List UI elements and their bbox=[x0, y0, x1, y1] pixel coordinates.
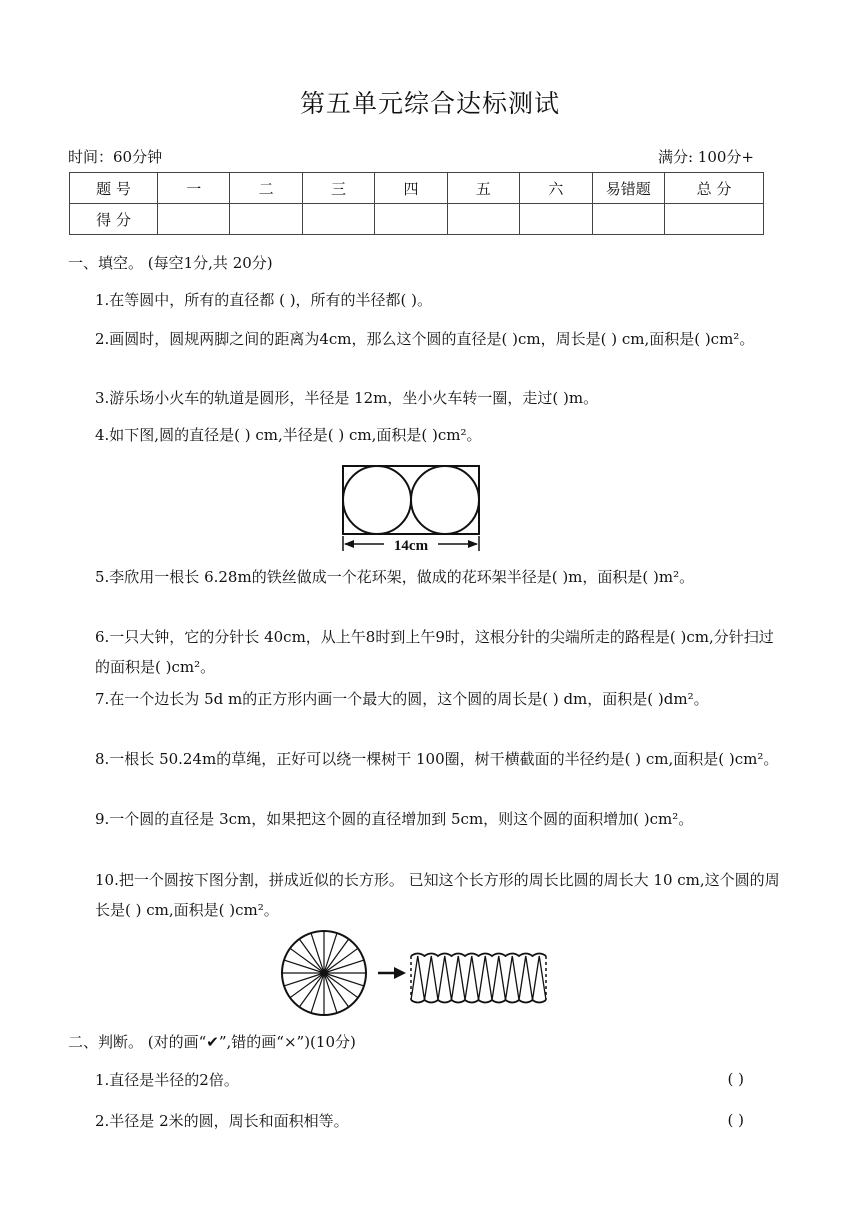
sector-line bbox=[284, 960, 324, 973]
header-cell: 一 bbox=[158, 173, 230, 204]
arrow-left-icon bbox=[344, 540, 354, 548]
judge-item-2: 2.半径是 2米的圆，周长和面积相等。 bbox=[95, 1112, 349, 1130]
header-cell: 五 bbox=[447, 173, 519, 204]
sector-line bbox=[284, 973, 324, 986]
score-table-score-row bbox=[70, 204, 764, 235]
page-title: 第五单元综合达标测试 bbox=[299, 89, 560, 118]
sector-line bbox=[324, 973, 364, 986]
sector-line bbox=[290, 973, 324, 998]
question-4: 4.如下图,圆的直径是( ) cm,半径是( ) cm,面积是( )cm²。 bbox=[95, 426, 482, 444]
right-circle bbox=[411, 466, 479, 534]
sector-line bbox=[324, 973, 358, 998]
judge-item-1: 1.直径是半径的2倍。 bbox=[95, 1071, 239, 1089]
question-2: 2.画圆时，圆规两脚之间的距离为4cm，那么这个圆的直径是( )cm，周长是( ) cm,面积是( )cm²。 bbox=[95, 330, 755, 348]
time-limit: 时间：60分钟 bbox=[68, 148, 163, 166]
section-2-heading: 二、判断。 (对的画“✔”,错的画“×”)(10分) bbox=[68, 1033, 356, 1051]
question-1: 1.在等圆中，所有的直径都 ( )，所有的半径都( )。 bbox=[95, 291, 433, 309]
score-cell[interactable] bbox=[520, 204, 592, 235]
sector-line bbox=[324, 973, 337, 1013]
question-3: 3.游乐场小火车的轨道是圆形，半径是 12m，坐小火车转一圈，走过( )m。 bbox=[95, 389, 599, 407]
score-cell[interactable] bbox=[592, 204, 664, 235]
score-table-header-row bbox=[70, 173, 764, 204]
sector-line bbox=[311, 933, 324, 973]
rectangle-top-arcs bbox=[411, 954, 546, 957]
sector-line bbox=[324, 948, 358, 973]
sector-zigzag bbox=[411, 956, 546, 1000]
score-cell[interactable] bbox=[158, 204, 230, 235]
question-6: 6.一只大钟，它的分针长 40cm，从上午8时到上午9时，这根分针的尖端所走的路程是( )cm,分针扫过的面积是( )cm²。 bbox=[95, 628, 774, 676]
header-cell: 易错题 bbox=[592, 173, 664, 204]
score-table bbox=[69, 172, 764, 235]
score-cell[interactable] bbox=[665, 204, 764, 235]
arrow-right-icon bbox=[468, 540, 478, 548]
sector-line bbox=[299, 973, 324, 1007]
sector-line bbox=[324, 973, 349, 1007]
sector-line bbox=[324, 939, 349, 973]
sector-line bbox=[324, 933, 337, 973]
sector-line bbox=[290, 948, 324, 973]
score-cell[interactable] bbox=[302, 204, 374, 235]
circle-to-rectangle-figure bbox=[278, 928, 556, 1018]
sector-line bbox=[311, 973, 324, 1013]
header-cell: 总 分 bbox=[665, 173, 764, 204]
header-cell: 题 号 bbox=[70, 173, 158, 204]
sectored-circle bbox=[282, 931, 366, 1015]
sector-line bbox=[324, 960, 364, 973]
header-cell: 二 bbox=[230, 173, 302, 204]
score-cell[interactable] bbox=[230, 204, 302, 235]
header-cell: 三 bbox=[302, 173, 374, 204]
header-cell: 四 bbox=[375, 173, 447, 204]
judge-answer-box-1[interactable]: ( ) bbox=[727, 1070, 744, 1088]
two-circles-figure bbox=[340, 463, 482, 555]
score-cell[interactable] bbox=[447, 204, 519, 235]
question-7: 7.在一个边长为 5d m的正方形内画一个最大的圆，这个圆的周长是( ) dm，面积是( )dm²。 bbox=[95, 690, 709, 708]
approx-rectangle bbox=[411, 954, 546, 1003]
section-1-heading: 一、填空。 (每空1分,共 20分) bbox=[68, 254, 273, 272]
full-score: 满分: 100分+ bbox=[657, 148, 754, 166]
circle-center bbox=[321, 970, 327, 976]
left-circle bbox=[343, 466, 411, 534]
score-cell[interactable] bbox=[375, 204, 447, 235]
question-8: 8.一根长 50.24m的草绳，正好可以绕一棵树干 100圈，树干横截面的半径约是( ) cm,面积是( )cm²。 bbox=[95, 750, 779, 768]
score-row-label: 得 分 bbox=[70, 204, 158, 235]
question-5: 5.李欣用一根长 6.28m的铁丝做成一个花环架，做成的花环架半径是( )m，面积是( )m²。 bbox=[95, 568, 695, 586]
question-9: 9.一个圆的直径是 3cm，如果把这个圆的直径增加到 5cm，则这个圆的面积增加( )cm²。 bbox=[95, 810, 694, 828]
judge-answer-box-2[interactable]: ( ) bbox=[727, 1111, 744, 1129]
header-cell: 六 bbox=[520, 173, 592, 204]
rectangle-bottom-arcs bbox=[411, 1000, 546, 1003]
arrow-right-icon bbox=[394, 967, 406, 979]
question-10: 10.把一个圆按下图分割，拼成近似的长方形。 已知这个长方形的周长比圆的周长大 10 cm,这个圆的周长是( ) cm,面积是( )cm²。 bbox=[95, 871, 780, 919]
sector-line bbox=[299, 939, 324, 973]
figure-dimension-label: 14cm bbox=[393, 538, 429, 554]
